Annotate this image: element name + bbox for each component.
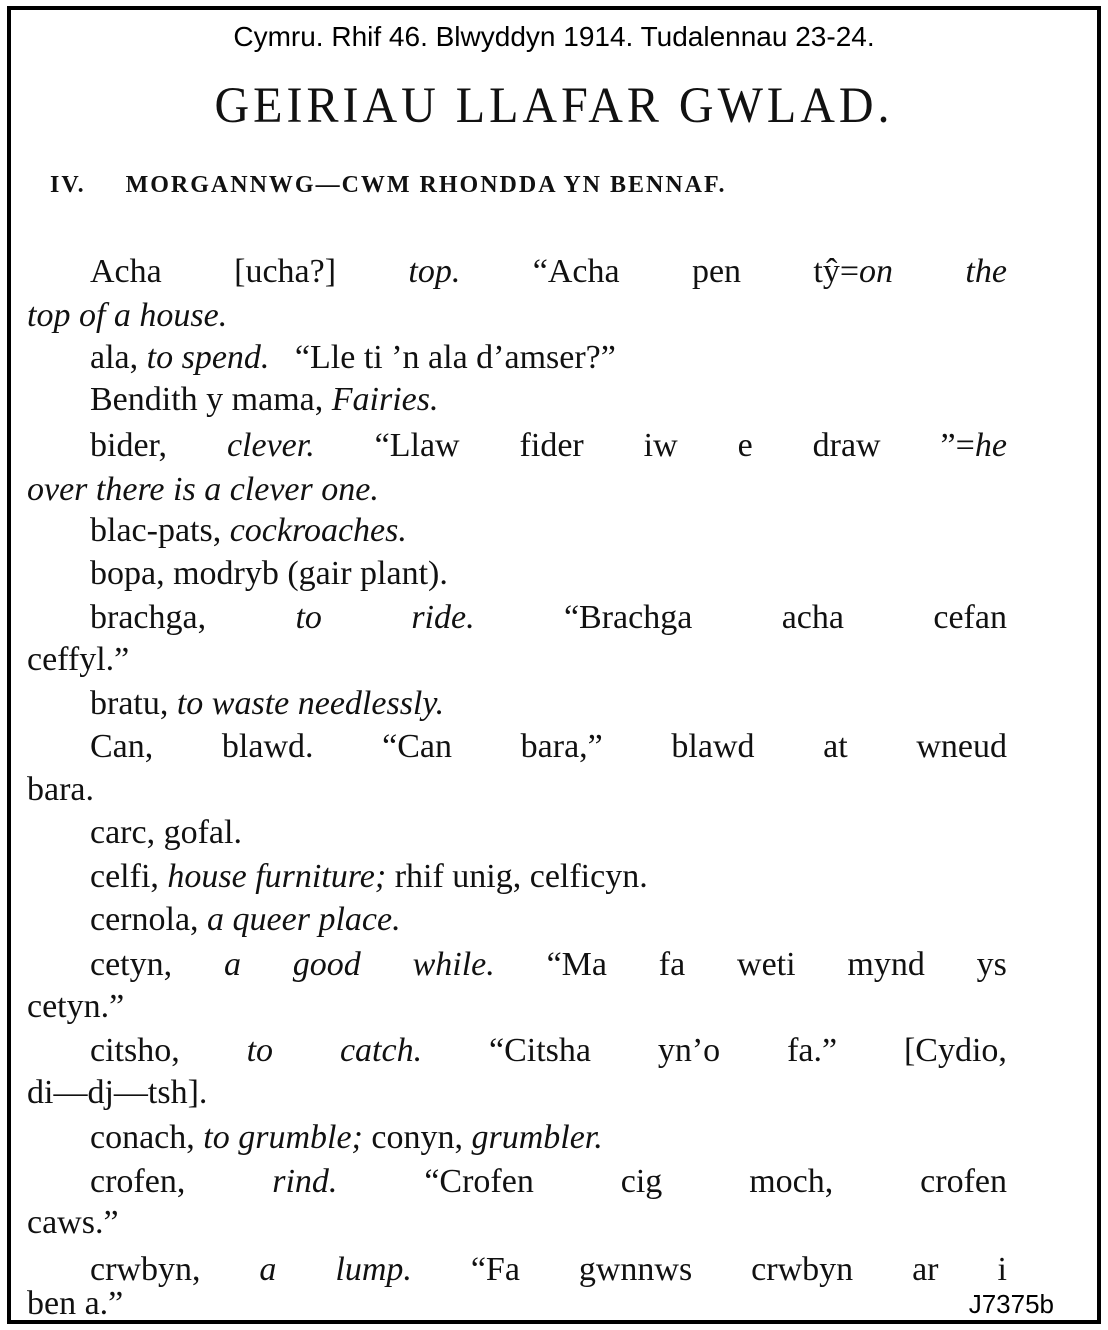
entry-brachga-line2: ceffyl.” [27, 641, 130, 678]
entry-celfi: celfi, house furniture; rhif unig, celficyn. [90, 858, 648, 895]
entry-bopa: bopa, modryb (gair plant). [90, 555, 448, 592]
entry-bratu: bratu, to waste needlessly. [90, 685, 445, 722]
entry-bider-line1: bider, clever. “Llaw fider iw e draw ”=he [90, 427, 1007, 464]
entry-cetyn-line2: cetyn.” [27, 988, 125, 1025]
entry-crofen-line1: crofen, rind. “Crofen cig moch, crofen [90, 1163, 1007, 1200]
entry-bider-line2: over there is a clever one. [27, 471, 379, 508]
entry-acha-line2: top of a house. [27, 297, 228, 334]
entry-conach: conach, to grumble; conyn, grumbler. [90, 1119, 603, 1156]
entry-citsho-line2: di—dj—tsh]. [27, 1074, 208, 1111]
entry-citsho-line1: citsho, to catch. “Citsha yn’o fa.” [Cydio, [90, 1032, 1007, 1069]
entry-blac-pats: blac-pats, cockroaches. [90, 512, 407, 549]
entry-can-line1: Can, blawd. “Can bara,” blawd at wneud [90, 728, 1007, 765]
section-title: MORGANNWG—CWM RHONDDA YN BENNAF. [125, 172, 727, 198]
page-title: GEIRIAU LLAFAR GWLAD. [214, 77, 894, 134]
entry-bendith: Bendith y mama, Fairies. [90, 381, 439, 418]
entry-carc: carc, gofal. [90, 814, 242, 851]
entry-ala: ala, to spend. “Lle ti ’n ala d’amser?” [90, 339, 616, 376]
entry-crwbyn-line1: crwbyn, a lump. “Fa gwnnws crwbyn ar i [90, 1251, 1007, 1288]
entry-crwbyn-line2: ben a.” [27, 1285, 124, 1322]
entry-acha-line1: Acha [ucha?] top. “Acha pen tŷ=on the [90, 253, 1007, 290]
entry-cetyn-line1: cetyn, a good while. “Ma fa weti mynd ys [90, 946, 1007, 983]
mixed-word: ”=he [940, 427, 1007, 464]
entry-brachga-line1: brachga, to ride. “Brachga acha cefan [90, 599, 1007, 636]
mixed-word: tŷ=on [813, 253, 894, 290]
section-number: IV. [50, 172, 86, 198]
entry-crofen-line2: caws.” [27, 1204, 119, 1241]
entry-can-line2: bara. [27, 771, 95, 808]
entry-cernola: cernola, a queer place. [90, 901, 401, 938]
page-caption: Cymru. Rhif 46. Blwyddyn 1914. Tudalennau 23-24. [233, 21, 875, 52]
reference-code: J7375b [968, 1289, 1054, 1319]
